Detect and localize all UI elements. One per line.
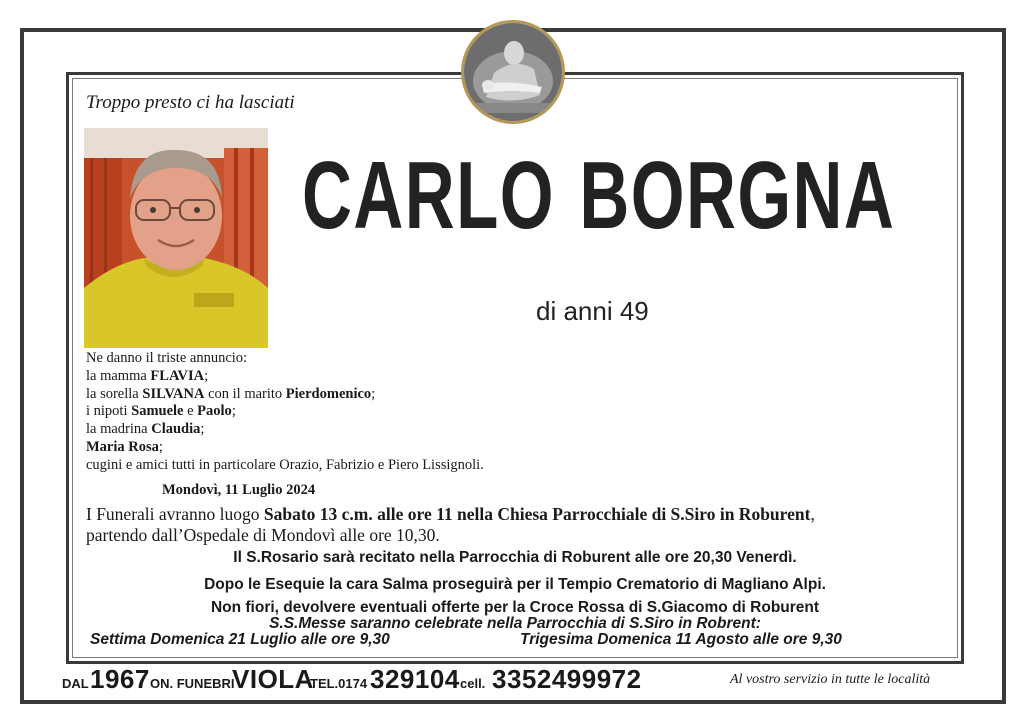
slogan: Al vostro servizio in tutte le località — [730, 672, 931, 687]
age: di anni 49 — [536, 296, 649, 326]
place-date: Mondovì, 11 Luglio 2024 — [162, 482, 316, 498]
pieta-emblem — [461, 20, 565, 124]
announce-intro: Ne danno il triste annuncio: — [86, 350, 248, 366]
announce-line: la mamma FLAVIA; — [86, 367, 209, 384]
announce-line: la sorella SILVANA con il marito Pierdomenico; — [86, 385, 376, 402]
first-name: CARLO — [302, 142, 555, 249]
esequie-notice: Dopo le Esequie la cara Salma proseguirà per il Tempio Crematorio di Magliano Alpi. — [204, 576, 826, 593]
announce-line: i nipoti Samuele e Paolo; — [86, 403, 236, 420]
deceased-name — [302, 142, 896, 249]
trigesima-mass: Trigesima Domenica 11 Agosto alle ore 9,30 — [520, 631, 842, 648]
masses-notice: S.S.Messe saranno celebrate nella Parrocchia di S.Siro in Robrent: — [269, 615, 761, 632]
announce-line: Maria Rosa; — [86, 438, 163, 455]
announcement — [86, 350, 484, 475]
settima-mass: Settima Domenica 21 Luglio alle ore 9,30 — [90, 631, 390, 648]
funeral-details: I Funerali avranno luogo Sabato 13 c.m. alle ore 11 nella Chiesa Parrocchiale di S.Siro in Roburent, partendo dall’Ospedale di Mondovì alle ore 10,30. — [86, 504, 815, 545]
deceased-photo — [84, 128, 268, 348]
tagline: Troppo presto ci ha lasciati — [86, 92, 295, 113]
donation-notice: Non fiori, devolvere eventuali offerte per la Croce Rossa di S.Giacomo di Roburent — [210, 599, 820, 616]
last-name: BORGNA — [579, 142, 896, 249]
rosario-notice: Il S.Rosario sarà recitato nella Parrocchia di Roburent alle ore 20,30 Venerdì. — [233, 549, 797, 566]
announce-line: la madrina Claudia; — [86, 421, 205, 438]
announce-line: cugini e amici tutti in particolare Orazio, Fabrizio e Piero Lissignoli. — [86, 456, 484, 473]
